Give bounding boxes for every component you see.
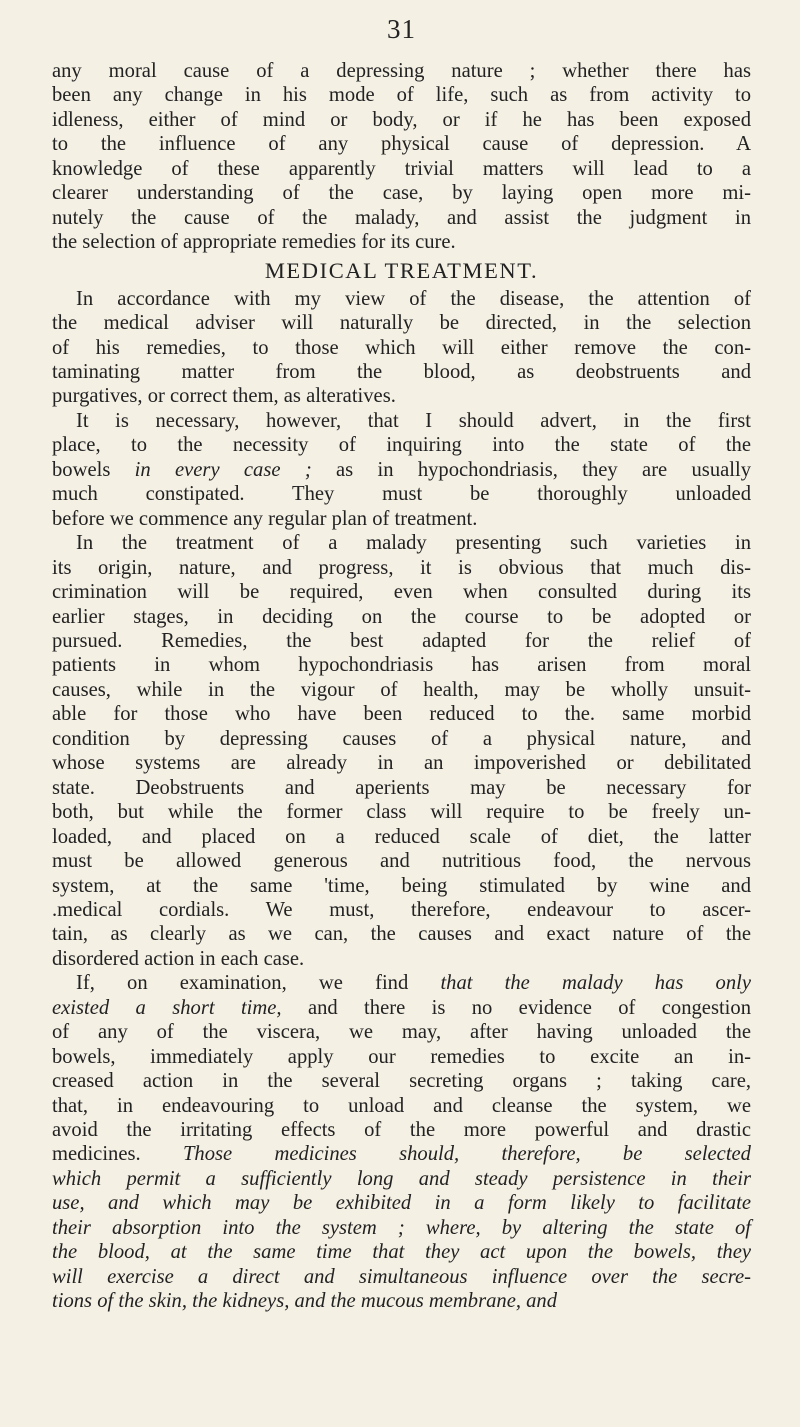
- text-segment: the selection of appropriate remedies for its cure.: [52, 231, 456, 254]
- text-line: [52, 922, 751, 946]
- italic-text: existed a short time,: [52, 996, 282, 1019]
- text-line: [52, 605, 751, 629]
- italic-text: use, and which may be exhibited in a form likely to facilitate: [52, 1192, 751, 1215]
- text-line: [52, 580, 751, 604]
- text-segment: both, but while the former class will require to be freely un-: [52, 801, 751, 824]
- text-line: [52, 1045, 751, 1069]
- text-segment: crimination will be required, even when consulted during its: [52, 581, 751, 604]
- text-segment: the medical adviser will naturally be directed, in the selection: [52, 312, 751, 335]
- text-line: [52, 108, 751, 132]
- text-segment: state. Deobstruents and aperients may be necessary for: [52, 776, 751, 799]
- text-segment: clearer understanding of the case, by laying open more mi-: [52, 182, 751, 205]
- text-segment: idleness, either of mind or body, or if he has been exposed: [52, 108, 751, 131]
- text-segment: creased action in the several secreting organs ; taking care,: [52, 1070, 751, 1093]
- text-line: [52, 458, 751, 482]
- text-line: [52, 702, 751, 726]
- text-segment: its origin, nature, and progress, it is obvious that much dis-: [52, 556, 751, 579]
- paragraph: [52, 971, 751, 1313]
- text-line: [52, 898, 751, 922]
- text-line: [52, 1191, 751, 1215]
- text-line: [52, 181, 751, 205]
- text-line: [52, 360, 751, 384]
- text-segment: patients in whom hypochondriasis has arisen from moral: [52, 654, 751, 677]
- text-segment: If, on examination, we find: [76, 972, 441, 995]
- text-segment: In the treatment of a malady presenting such varieties in: [76, 532, 751, 555]
- text-line: [52, 678, 751, 702]
- text-line: [52, 384, 751, 408]
- text-line: [52, 776, 751, 800]
- text-segment: .medical cordials. We must, therefore, endeavour to ascer-: [52, 898, 751, 921]
- text-segment: as in hypochondriasis, they are usually: [311, 458, 751, 481]
- text-segment: pursued. Remedies, the best adapted for the relief of: [52, 629, 751, 652]
- text-line: [52, 800, 751, 824]
- text-segment: condition by depressing causes of a physical nature, and: [52, 727, 751, 750]
- text-segment: that, in endeavouring to unload and cleanse the system, we: [52, 1094, 751, 1117]
- text-segment: nutely the cause of the malady, and assist the judgment in: [52, 206, 751, 229]
- page-body: [52, 59, 751, 1314]
- italic-text: Those medicines should, therefore, be selected: [182, 1143, 751, 1166]
- text-line: [52, 507, 751, 531]
- italic-text: the blood, at the same time that they act upon the bowels, they: [52, 1241, 751, 1264]
- text-line: [52, 825, 751, 849]
- text-segment: place, to the necessity of inquiring into the state of the: [52, 434, 751, 457]
- text-segment: bowels: [52, 458, 135, 481]
- text-segment: purgatives, or correct them, as alteratives.: [52, 385, 396, 408]
- text-line: [52, 336, 751, 360]
- text-line: [52, 409, 751, 433]
- text-line: [52, 996, 751, 1020]
- text-segment: system, at the same 'time, being stimulated by wine and: [52, 874, 751, 897]
- page-number: 31: [387, 14, 416, 44]
- text-line: [52, 971, 751, 995]
- italic-text: that the malady has only: [440, 972, 751, 995]
- text-line: [52, 157, 751, 181]
- italic-text: will exercise a direct and simultaneous influence over the secre-: [52, 1265, 751, 1288]
- text-line: [52, 230, 751, 254]
- text-line: [52, 727, 751, 751]
- text-line: [52, 433, 751, 457]
- paragraph: [52, 409, 751, 531]
- text-segment: able for those who have been reduced to the. same morbid: [52, 703, 751, 726]
- paragraph: [52, 531, 751, 971]
- paragraph: [52, 287, 751, 409]
- text-segment: been any change in his mode of life, such as from activity to: [52, 84, 751, 107]
- text-line: [52, 751, 751, 775]
- text-line: [52, 556, 751, 580]
- text-segment: of his remedies, to those which will either remove the con-: [52, 336, 751, 359]
- text-line: [52, 629, 751, 653]
- text-line: [52, 59, 751, 83]
- text-segment: loaded, and placed on a reduced scale of diet, the latter: [52, 825, 751, 848]
- text-line: [52, 1167, 751, 1191]
- text-line: [52, 287, 751, 311]
- text-line: [52, 206, 751, 230]
- text-segment: whose systems are already in an impoverished or debilitated: [52, 752, 751, 775]
- text-line: [52, 947, 751, 971]
- italic-text: their absorption into the system ; where, by altering the state of: [52, 1216, 751, 1239]
- italic-text: which permit a sufficiently long and steady persistence in their: [52, 1167, 751, 1190]
- text-segment: of any of the viscera, we may, after having unloaded the: [52, 1021, 751, 1044]
- text-segment: and there is no evidence of congestion: [281, 996, 751, 1019]
- text-line: [52, 1118, 751, 1142]
- text-segment: taminating matter from the blood, as deobstruents and: [52, 360, 751, 383]
- text-line: [52, 1265, 751, 1289]
- text-line: [52, 653, 751, 677]
- italic-text: tions of the skin, the kidneys, and the mucous membrane, and: [52, 1290, 558, 1313]
- text-segment: much constipated. They must be thoroughly unloaded: [52, 483, 751, 506]
- text-line: [52, 83, 751, 107]
- text-line: [52, 1240, 751, 1264]
- text-line: [52, 1142, 751, 1166]
- paragraph: [52, 59, 751, 255]
- text-line: [52, 1216, 751, 1240]
- text-line: [52, 132, 751, 156]
- text-line: [52, 1069, 751, 1093]
- text-segment: disordered action in each case.: [52, 947, 305, 970]
- text-segment: It is necessary, however, that I should advert, in the first: [76, 409, 751, 432]
- text-segment: medicines.: [52, 1143, 183, 1166]
- text-segment: must be allowed generous and nutritious food, the nervous: [52, 850, 751, 873]
- text-line: [52, 531, 751, 555]
- text-segment: before we commence any regular plan of treatment.: [52, 507, 478, 530]
- text-line: [52, 1094, 751, 1118]
- text-line: [52, 1020, 751, 1044]
- text-segment: any moral cause of a depressing nature ; whether there has: [52, 60, 751, 82]
- text-segment: bowels, immediately apply our remedies to excite an in-: [52, 1045, 751, 1068]
- text-line: [52, 482, 751, 506]
- section-heading: MEDICAL TREATMENT.: [264, 257, 539, 283]
- text-line: [52, 1289, 751, 1313]
- text-segment: tain, as clearly as we can, the causes and exact nature of the: [52, 923, 751, 946]
- text-segment: causes, while in the vigour of health, may be wholly unsuit-: [52, 678, 751, 701]
- text-line: [52, 311, 751, 335]
- text-line: [52, 874, 751, 898]
- text-segment: knowledge of these apparently trivial matters will lead to a: [52, 157, 751, 180]
- text-line: [52, 849, 751, 873]
- text-segment: to the influence of any physical cause of depression. A: [52, 133, 751, 156]
- text-segment: In accordance with my view of the disease, the attention of: [76, 287, 751, 310]
- text-segment: avoid the irritating effects of the more powerful and drastic: [52, 1119, 751, 1142]
- italic-text: in every case ;: [134, 458, 312, 481]
- text-segment: earlier stages, in deciding on the course to be adopted or: [52, 605, 751, 628]
